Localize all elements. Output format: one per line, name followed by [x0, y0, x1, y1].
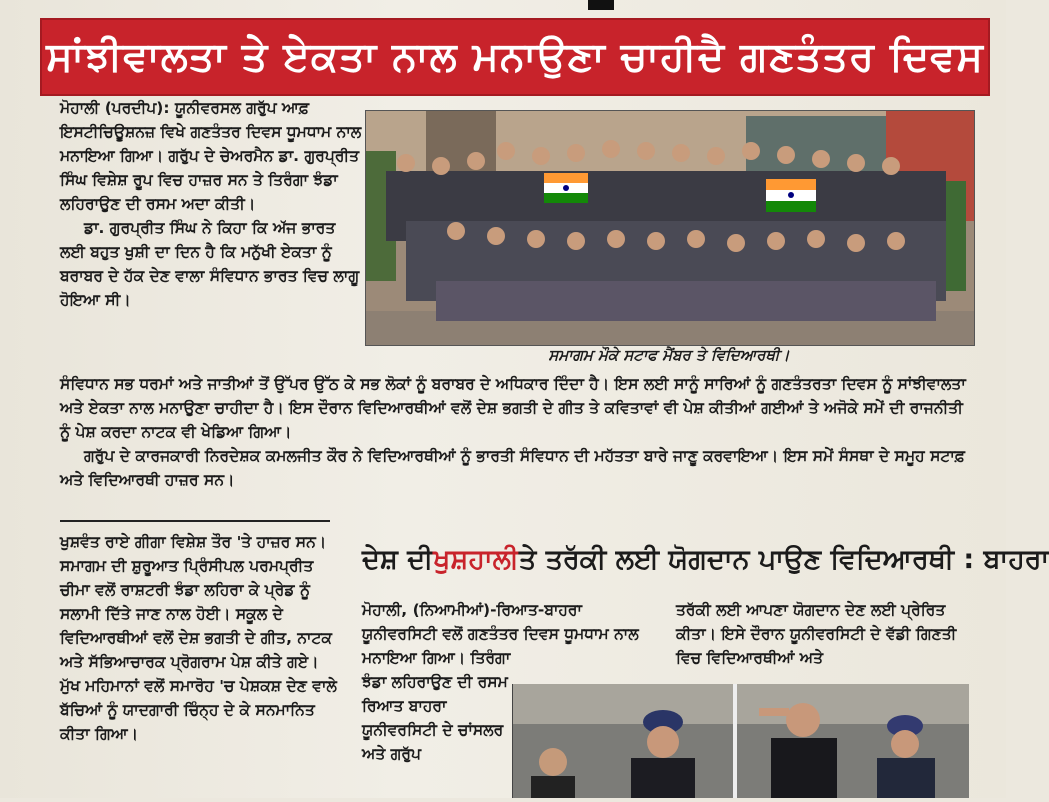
- photo-caption: ਸਮਾਗਮ ਮੌਕੇ ਸਟਾਫ ਮੈਂਬਰ ਤੇ ਵਿਦਿਆਰਥੀ।: [548, 346, 790, 364]
- column-divider: [60, 520, 330, 522]
- article2-column-b: [676, 598, 972, 670]
- article-left2-text: ਖੁਸ਼ਵੰਤ ਰਾਏ ਗੀਗਾ ਵਿਸ਼ੇਸ਼ ਤੌਰ 'ਤੇ ਹਾਜ਼ਰ ਸਨ। ਸਮਾਗਮ ਦੀ ਸ਼ੁਰੂਆਤ ਪ੍ਰਿੰਸੀਪਲ ਪਰਮਪ੍ਰੀਤ ਚੀਮਾ ਵਲੋਂ ਰਾਸ਼ਟਰੀ ਝੰਡਾ ਲਹਿਰਾ ਕੇ ਪ੍ਰੇਡ ਨੂੰ ਸਲਾਮੀ ਦਿੱਤੇ ਜਾਣ ਨਾਲ ਹੋਈ। ਸਕੂਲ ਦੇ ਵਿਦਿਆਰਥੀਆਂ ਵਲੋਂ ਦੇਸ਼ ਭਗਤੀ ਦੇ ਗੀਤ, ਨਾਟਕ ਅਤੇ ਸੱਭਿਆਚਾਰਕ ਪ੍ਰੋਗਰਾਮ ਪੇਸ਼ ਕੀਤੇ ਗਏ। ਮੁੱਖ ਮਹਿਮਾਨਾਂ ਵਲੋਂ ਸਮਾਰੋਹ 'ਚ ਪੇਸ਼ਕਸ਼ ਦੇਣ ਵਾਲੇ ਬੱਚਿਆਂ ਨੂੰ ਯਾਦਗਾਰੀ ਚਿੰਨ੍ਹ ਦੇ ਕੇ ਸਨਮਾਨਿਤ ਕੀਤਾ ਗਿਆ।: [60, 533, 337, 743]
- article-left2-column: [60, 530, 338, 746]
- clipping-edge: [588, 0, 614, 10]
- secondary-headline-highlight: ਖੁਸ਼ਹਾਲੀ: [433, 544, 520, 575]
- article1-paragraph: ਗਰੁੱਪ ਦੇ ਕਾਰਜਕਾਰੀ ਨਿਰਦੇਸ਼ਕ ਕਮਲਜੀਤ ਕੌਰ ਨੇ ਵਿਦਿਆਰਥੀਆਂ ਨੂੰ ਭਾਰਤੀ ਸੰਵਿਧਾਨ ਦੀ ਮਹੱਤਤਾ ਬਾਰੇ ਜਾਣੂ ਕਰਵਾਇਆ। ਇਸ ਸਮੇਂ ਸੰਸਥਾ ਦੇ ਸਮੂਹ ਸਟਾਫ਼ ਅਤੇ ਵਿਦਿਆਰਥੀ ਹਾਜ਼ਰ ਸਨ।: [60, 447, 965, 489]
- article2-column-a: [362, 598, 657, 670]
- article2-text: ਮੋਹਾਲੀ, (ਨਿਆਮੀਆਂ)-ਰਿਆਤ-ਬਾਹਰਾ ਯੂਨੀਵਰਸਿਟੀ ਵਲੋਂ ਗਣਤੰਤਰ ਦਿਵਸ ਧੂਮਧਾਮ ਨਾਲ ਮਨਾਇਆ ਗਿਆ। ਤਿਰੰਗਾ: [362, 601, 639, 667]
- india-flag-right: [766, 179, 816, 212]
- secondary-headline: [362, 535, 1049, 585]
- secondary-headline-part2: ਤੇ ਤਰੱਕੀ ਲਈ ਯੋਗਦਾਨ ਪਾਉਣ ਵਿਦਿਆਰਥੀ : ਬਾਹਰਾ: [519, 544, 1049, 575]
- university-photo-illustration: [513, 684, 969, 798]
- article2-text: ਤਰੱਕੀ ਲਈ ਆਪਣਾ ਯੋਗਦਾਨ ਦੇਣ ਲਈ ਪ੍ਰੇਰਿਤ ਕੀਤਾ। ਇਸੇ ਦੌਰਾਨ ਯੂਨੀਵਰਸਿਟੀ ਦੇ ਵੱਡੀ ਗਿਣਤੀ ਵਿਚ ਵਿਦਿਆਰਥੀਆਂ ਅਤੇ: [676, 601, 957, 667]
- secondary-headline-part1: ਦੇਸ਼ ਦੀ: [362, 544, 434, 575]
- article1-paragraph: ਡਾ. ਗੁਰਪ੍ਰੀਤ ਸਿੰਘ ਨੇ ਕਿਹਾ ਕਿ ਅੱਜ ਭਾਰਤ ਲਈ ਬਹੁਤ ਖੁਸ਼ੀ ਦਾ ਦਿਨ ਹੈ ਕਿ ਮਨੁੱਖੀ ਏਕਤਾ ਨੂੰ ਬਰਾਬਰ ਦੇ ਹੱਕ ਦੇਣ ਵਾਲਾ ਸੰਵਿਧਾਨ ਭਾਰਤ ਵਿਚ ਲਾਗੂ ਹੋਇਆ ਸੀ।: [60, 219, 360, 309]
- india-flag-left: [544, 173, 588, 203]
- article1-full-width: [60, 372, 972, 492]
- article1-paragraph: ਸੰਵਿਧਾਨ ਸਭ ਧਰਮਾਂ ਅਤੇ ਜਾਤੀਆਂ ਤੋਂ ਉੱਪਰ ਉੱਠ ਕੇ ਸਭ ਲੋਕਾਂ ਨੂੰ ਬਰਾਬਰ ਦੇ ਅਧਿਕਾਰ ਦਿੰਦਾ ਹੈ। ਇਸ ਲਈ ਸਾਨੂੰ ਸਾਰਿਆਂ ਨੂੰ ਗਣਤੰਤਰਤਾ ਦਿਵਸ ਨੂੰ ਸਾਂਝੀਵਾਲਤਾ ਅਤੇ ਏਕਤਾ ਨਾਲ ਮਨਾਉਣਾ ਚਾਹੀਦਾ ਹੈ। ਇਸ ਦੌਰਾਨ ਵਿਦਿਆਰਥੀਆਂ ਵਲੋਂ ਦੇਸ਼ ਭਗਤੀ ਦੇ ਗੀਤ ਤੇ ਕਵਿਤਾਵਾਂ ਵੀ ਪੇਸ਼ ਕੀਤੀਆਂ ਗਈਆਂ ਤੇ ਅਜੋਕੇ ਸਮੇਂ ਦੀ ਰਾਜਨੀਤੀ ਨੂੰ ਪੇਸ਼ ਕਰਦਾ ਨਾਟਕ ਵੀ ਖੇਡਿਆ ਗਿਆ।: [60, 375, 966, 441]
- university-photo: [512, 684, 969, 798]
- main-headline: ਸਾਂਝੀਵਾਲਤਾ ਤੇ ਏਕਤਾ ਨਾਲ ਮਨਾਉਣਾ ਚਾਹੀਦੈ ਗਣਤੰਤਰ ਦਿਵਸ: [40, 18, 990, 96]
- article2-column-c: [362, 670, 510, 766]
- article1-paragraph: ਮੋਹਾਲੀ (ਪਰਦੀਪ): ਯੂਨੀਵਰਸਲ ਗਰੁੱਪ ਆਫ਼ ਇਸਟੀਚਿਊਸ਼ਨਜ਼ ਵਿਖੇ ਗਣਤੰਤਰ ਦਿਵਸ ਧੂਮਧਾਮ ਨਾਲ ਮਨਾਇਆ ਗਿਆ। ਗਰੁੱਪ ਦੇ ਚੇਅਰਮੈਨ ਡਾ. ਗੁਰਪ੍ਰੀਤ ਸਿੰਘ ਵਿਸ਼ੇਸ਼ ਰੂਪ ਵਿਚ ਹਾਜ਼ਰ ਸਨ ਤੇ ਤਿਰੰਗਾ ਝੰਡਾ ਲਹਿਰਾਉਣ ਦੀ ਰਸਮ ਅਦਾ ਕੀਤੀ।: [60, 99, 362, 213]
- group-photo-illustration: [366, 111, 974, 345]
- group-photo: [365, 110, 975, 346]
- article2-text: ਝੰਡਾ ਲਹਿਰਾਉਣ ਦੀ ਰਸਮ ਰਿਆਤ ਬਾਹਰਾ ਯੂਨੀਵਰਸਿਟੀ ਦੇ ਚਾਂਸਲਰ ਅਤੇ ਗਰੁੱਪ: [362, 673, 508, 763]
- article1-left-column: [60, 96, 362, 312]
